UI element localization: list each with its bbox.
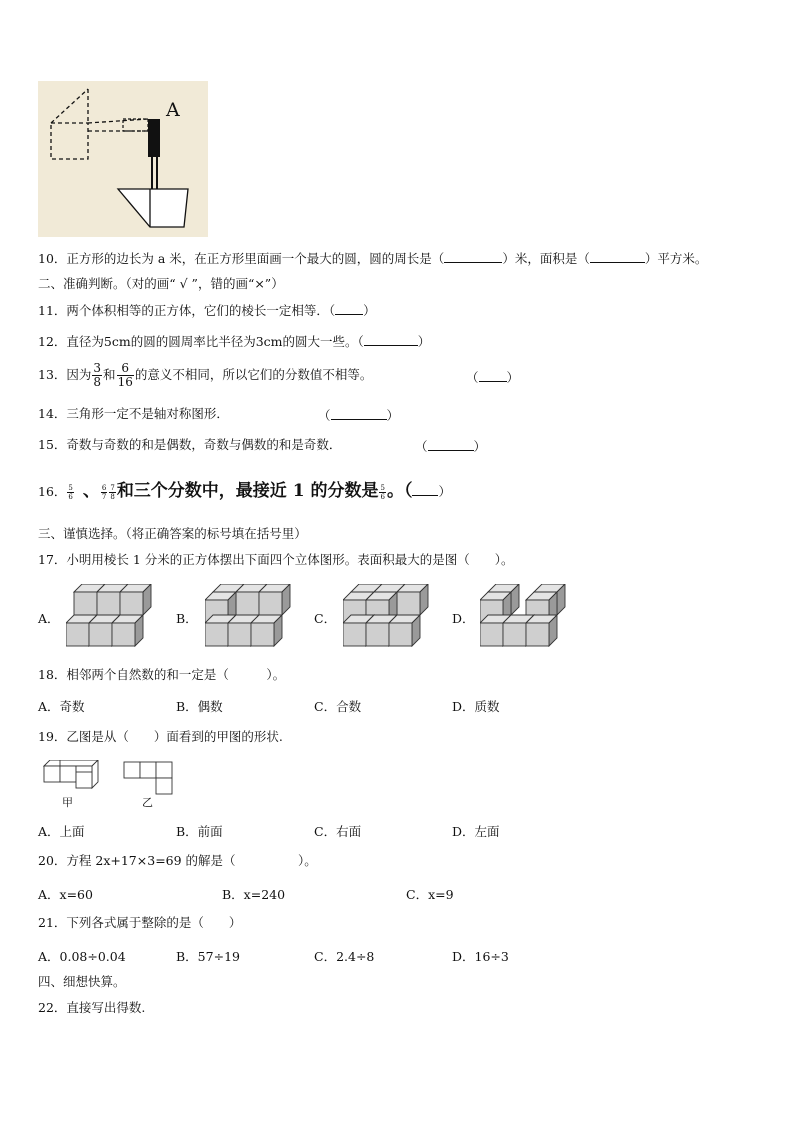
- option-a-label[interactable]: A．: [38, 611, 60, 626]
- option-b[interactable]: B．前面: [176, 824, 223, 839]
- question-21: 21．下列各式属于整除的是（ ）: [38, 915, 242, 930]
- label-a: A: [166, 99, 180, 121]
- question-22: 22．直接写出得数.: [38, 1000, 146, 1015]
- question-20: 20．方程 2x+17×3=69 的解是（ ）。: [38, 853, 317, 868]
- figure-yi-label: 乙: [142, 796, 153, 809]
- question-12: 12．直径为5cm的圆的圆周率比半径为3cm的圆大一些。（ ）: [38, 334, 431, 349]
- section-4-heading: 四、细想快算。: [38, 974, 126, 989]
- q13-answer: （ ）: [466, 370, 520, 385]
- option-c[interactable]: C．x=9: [406, 887, 454, 902]
- fraction: $\frac{7}{8}$: [110, 484, 115, 501]
- fraction: $\frac{5}{6}$: [68, 484, 73, 501]
- answer-blank[interactable]: [364, 333, 418, 346]
- question-16: 16． $\frac{5}{6}$ 、 $\frac{6}{7}$ $\frac{7}{8}$ 和三个分数中，最接近 1 的分数是 $\frac{5}{6}$ 。（ ）: [38, 481, 451, 501]
- answer-blank[interactable]: [590, 250, 645, 263]
- question-17: 17．小明用棱长 1 分米的正方体摆出下面四个立体图形。表面积最大的是图（ ）。: [38, 552, 514, 567]
- fraction: $\frac{5}{6}$: [380, 484, 385, 501]
- question-15: 15．奇数与奇数的和是偶数，奇数与偶数的和是奇数．: [38, 437, 342, 452]
- section-3-heading: 三、谨慎选择。（将正确答案的标号填在括号里）: [38, 526, 307, 541]
- option-a[interactable]: A．上面: [38, 824, 85, 839]
- question-19: 19．乙图是从（ ）面看到的甲图的形状.: [38, 729, 283, 744]
- option-c[interactable]: C．右面: [314, 824, 362, 839]
- option-d[interactable]: D．质数: [452, 699, 500, 714]
- answer-blank[interactable]: [331, 407, 387, 420]
- cube-figure-d: [480, 584, 570, 654]
- option-c[interactable]: C．2.4÷8: [314, 949, 375, 964]
- fraction: $\frac{6}{7}$: [101, 484, 107, 501]
- cube-figure-c: [343, 584, 433, 654]
- figure-jia: [42, 760, 104, 790]
- cube-figure-b: [205, 584, 295, 654]
- question-14: 14．三角形一定不是轴对称图形．: [38, 406, 229, 421]
- cube-figure-a: [66, 584, 156, 654]
- question-18: 18．相邻两个自然数的和一定是（ ）。: [38, 667, 286, 682]
- option-b-label[interactable]: B．: [176, 611, 198, 626]
- shadow-projection-diagram: [38, 81, 208, 237]
- option-c[interactable]: C．合数: [314, 699, 362, 714]
- q14-answer: （ ）: [318, 408, 400, 423]
- q15-answer: （ ）: [415, 439, 487, 454]
- answer-blank[interactable]: [335, 302, 363, 315]
- answer-blank[interactable]: [412, 483, 438, 496]
- option-a[interactable]: A．x=60: [38, 887, 93, 902]
- option-b[interactable]: B．x=240: [222, 887, 286, 902]
- fraction: $\frac{3}{8}$: [93, 361, 102, 389]
- answer-blank[interactable]: [428, 438, 474, 451]
- option-a[interactable]: A．0.08÷0.04: [38, 949, 126, 964]
- question-10: 10．正方形的边长为 a 米，在正方形里面画一个最大的圆，圆的周长是（ ）米，面积是（ ）平方米。: [38, 251, 708, 266]
- option-b[interactable]: B．偶数: [176, 699, 223, 714]
- option-c-label[interactable]: C．: [314, 611, 337, 626]
- option-d[interactable]: D．左面: [452, 824, 500, 839]
- top-figure: [38, 81, 208, 237]
- option-b[interactable]: B．57÷19: [176, 949, 240, 964]
- option-d[interactable]: D．16÷3: [452, 949, 509, 964]
- answer-blank[interactable]: [479, 369, 507, 382]
- section-2-heading: 二、准确判断。（对的画“ √ ”，错的画“×”）: [38, 276, 284, 291]
- figure-jia-label: 甲: [62, 796, 73, 809]
- answer-blank[interactable]: [444, 250, 502, 263]
- option-d-label[interactable]: D．: [452, 611, 475, 626]
- figure-yi: [122, 760, 178, 798]
- question-13: 13．因为 $\frac{3}{8}$ 和 $\frac{6}{16}$ 的意义不相同，所以它们的分数值不相等。: [38, 361, 373, 389]
- option-a[interactable]: A．奇数: [38, 699, 85, 714]
- question-11: 11．两个体积相等的正方体，它们的棱长一定相等．（ ）: [38, 303, 376, 318]
- fraction: $\frac{6}{16}$: [117, 361, 133, 389]
